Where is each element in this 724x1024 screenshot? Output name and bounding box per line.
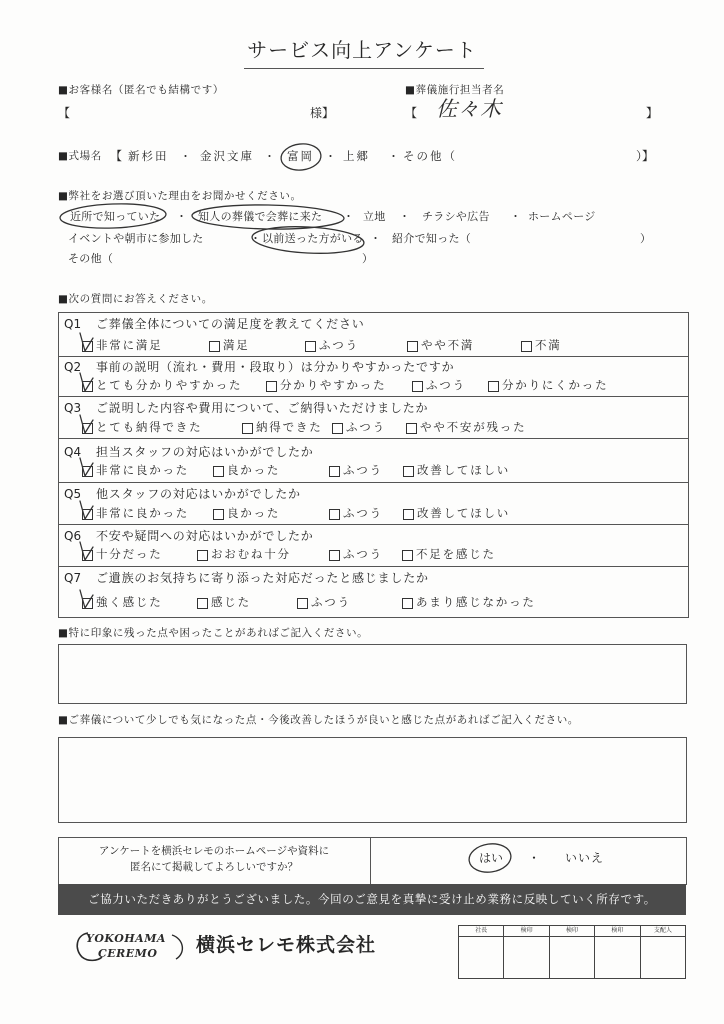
question-divider <box>58 566 688 567</box>
q6-option-checkbox[interactable] <box>329 550 340 561</box>
stamp-cell <box>550 937 594 978</box>
comment-improvement-field[interactable] <box>58 737 687 823</box>
reason-option-attended-funeral[interactable]: 知人の葬儀で会葬に来た <box>198 210 323 223</box>
comment-impression-label: ■特に印象に残った点や困ったことがあればご記入ください。 <box>58 627 369 639</box>
q7-option-label: 強く感じた <box>96 595 163 609</box>
question-divider <box>58 482 688 483</box>
q5-option-checkbox[interactable] <box>82 509 93 520</box>
question-divider <box>58 356 688 357</box>
separator-dot: ・ <box>510 210 521 223</box>
stamp-header: 支配人 <box>641 926 685 937</box>
venue-other-field[interactable] <box>462 151 632 163</box>
q1-text: ご葬儀全体についての満足度を教えてください <box>96 317 365 331</box>
q2-option-checkbox[interactable] <box>488 381 499 392</box>
stamp-cell <box>641 937 685 978</box>
q2-text: 事前の説明（流れ・費用・段取り）は分かりやすかったですか <box>96 360 455 374</box>
venue-label: ■式場名 <box>58 150 102 162</box>
question-divider <box>58 438 688 439</box>
reasons-label: ■弊社をお選び頂いた理由をお聞かせください。 <box>58 190 302 202</box>
stamp-cell <box>504 937 548 978</box>
q7-option-label: 感じた <box>211 595 251 609</box>
company-name: 横浜セレモ株式会社 <box>196 934 377 956</box>
q3-option-label: ふつう <box>346 420 386 434</box>
q4-option-label: 改善してほしい <box>417 463 511 477</box>
venue-option-kamigo[interactable]: 上郷 <box>343 149 370 163</box>
separator-dot: ・ <box>388 150 399 163</box>
title-underline <box>244 68 484 69</box>
q6-option-checkbox[interactable] <box>197 550 208 561</box>
q2-option-label: とても分かりやすかった <box>96 378 243 392</box>
reason-option-flyer-ad[interactable]: チラシや広告 <box>422 210 490 223</box>
reason-option-nearby[interactable]: 近所で知っていた <box>70 210 161 223</box>
reason-option-event[interactable]: イベントや朝市に参加した <box>68 232 204 245</box>
q3-text: ご説明した内容や費用について、ご納得いただけましたか <box>96 401 429 415</box>
venue-bracket-open: 【 <box>110 149 123 163</box>
q3-option-checkbox[interactable] <box>406 423 417 434</box>
q6-option-checkbox[interactable] <box>82 550 93 561</box>
q6-option-label: ふつう <box>343 547 383 561</box>
stamp-column <box>594 926 639 978</box>
q2-option-checkbox[interactable] <box>266 381 277 392</box>
q7-option-label: ふつう <box>311 595 351 609</box>
separator-dot: ・ <box>264 150 275 163</box>
q1-option-checkbox[interactable] <box>82 341 93 352</box>
q6-option-label: 不足を感じた <box>416 547 496 561</box>
q3-option-checkbox[interactable] <box>82 423 93 434</box>
q5-option-checkbox[interactable] <box>329 509 340 520</box>
q3-option-checkbox[interactable] <box>332 423 343 434</box>
questions-label: ■次の質問にお答えください。 <box>58 293 213 305</box>
q1-option-checkbox[interactable] <box>407 341 418 352</box>
q4-text: 担当スタッフの対応はいかがでしたか <box>96 445 314 459</box>
q7-option-checkbox[interactable] <box>82 598 93 609</box>
staff-bracket-open: 【 <box>405 106 418 120</box>
stamp-column <box>459 926 503 978</box>
consent-question-line2: 匿名にて掲載してよろしいですか？ <box>130 861 298 873</box>
q6-option-checkbox[interactable] <box>402 550 413 561</box>
q4-option-checkbox[interactable] <box>329 466 340 477</box>
stamp-column <box>549 926 594 978</box>
customer-bracket-open: 【 <box>58 106 71 120</box>
q1-number: Q1 <box>64 317 82 331</box>
q2-option-checkbox[interactable] <box>82 381 93 392</box>
form-title: サービス向上アンケート <box>247 38 477 62</box>
stamp-column <box>640 926 685 978</box>
logo-text-bottom: CEREMO <box>98 947 158 960</box>
q2-option-label: 分かりやすかった <box>280 378 387 392</box>
q5-option-checkbox[interactable] <box>403 509 414 520</box>
stamp-cell <box>459 937 503 978</box>
q6-text: 不安や疑問への対応はいかがでしたか <box>96 529 314 543</box>
consent-yes-option[interactable]: はい <box>479 851 504 865</box>
q4-option-checkbox[interactable] <box>403 466 414 477</box>
q4-option-label: 良かった <box>227 463 281 477</box>
q4-number: Q4 <box>64 445 82 459</box>
q7-number: Q7 <box>64 571 82 585</box>
q7-option-label: あまり感じなかった <box>416 595 536 609</box>
question-divider <box>58 524 688 525</box>
separator-dot: ・ <box>343 210 354 223</box>
reason-option-referral[interactable]: 紹介で知った（ <box>392 232 472 245</box>
reason-option-previous-service[interactable]: 以前送った方がいる <box>262 232 364 245</box>
staff-name-handwritten[interactable]: 佐々木 <box>436 97 502 121</box>
q6-option-label: 十分だった <box>96 547 163 561</box>
q4-option-checkbox[interactable] <box>82 466 93 477</box>
reason-other-close-paren: ） <box>362 252 374 265</box>
venue-option-shinsugita[interactable]: 新杉田 <box>128 149 169 163</box>
q7-text: ご遺族のお気持ちに寄り添った対応だったと感じましたか <box>96 571 429 585</box>
consent-question-line1: アンケートを横浜セレモのホームページや資料に <box>98 845 330 857</box>
stamp-column <box>503 926 548 978</box>
q1-option-checkbox[interactable] <box>521 341 532 352</box>
reason-referral-close-paren: ） <box>640 232 652 245</box>
reason-option-location[interactable]: 立地 <box>363 210 386 223</box>
q5-option-label: 非常に良かった <box>96 506 190 520</box>
comment-improvement-label: ■ご葬儀について少しでも気になった点・今後改善したほうが良いと感じた点があればご記入ください。 <box>58 714 579 726</box>
customer-name-field[interactable] <box>80 107 305 121</box>
venue-option-other[interactable]: その他（ <box>403 149 457 163</box>
staff-bracket-close: 】 <box>646 106 659 120</box>
stamp-cell <box>595 937 639 978</box>
q4-option-checkbox[interactable] <box>213 466 224 477</box>
venue-option-kanazawabunko[interactable]: 金沢文庫 <box>200 149 254 163</box>
approval-stamp-table <box>458 925 686 979</box>
q1-option-label: ふつう <box>319 338 359 352</box>
q3-option-label: 納得できた <box>256 420 323 434</box>
comment-impression-field[interactable] <box>58 644 687 704</box>
q5-option-label: ふつう <box>343 506 383 520</box>
separator-dot: ・ <box>325 150 336 163</box>
stamp-header: 検印 <box>595 926 639 937</box>
q5-option-checkbox[interactable] <box>213 509 224 520</box>
reason-option-homepage[interactable]: ホームページ <box>528 210 596 223</box>
q4-option-label: 非常に良かった <box>96 463 190 477</box>
logo-text-top: YOKOHAMA <box>86 932 166 945</box>
question-divider <box>58 396 688 397</box>
q3-option-label: やや不安が残った <box>420 420 527 434</box>
q1-option-label: 不満 <box>535 338 562 352</box>
q5-option-label: 良かった <box>227 506 281 520</box>
consent-no-option[interactable]: いいえ <box>565 851 605 865</box>
company-logo <box>72 929 190 965</box>
q5-text: 他スタッフの対応はいかがでしたか <box>96 487 301 501</box>
q5-number: Q5 <box>64 487 82 501</box>
separator-dot: ・ <box>528 851 541 865</box>
q7-option-checkbox[interactable] <box>297 598 308 609</box>
consent-divider <box>370 837 371 884</box>
q7-option-checkbox[interactable] <box>197 598 208 609</box>
customer-suffix: 様】 <box>310 106 335 120</box>
separator-dot: ・ <box>399 210 410 223</box>
venue-bracket-close: ）】 <box>636 149 655 163</box>
q2-number: Q2 <box>64 360 82 374</box>
q6-option-label: おおむね十分 <box>211 547 291 561</box>
venue-option-tomioka[interactable]: 富岡 <box>287 149 314 163</box>
q3-option-checkbox[interactable] <box>242 423 253 434</box>
q1-option-label: 満足 <box>223 338 250 352</box>
customer-name-label: ■お客様名（匿名でも結構です） <box>58 84 224 96</box>
q1-option-label: やや不満 <box>421 338 475 352</box>
thanks-bar: ご協力いただきありがとうございました。今回のご意見を真摯に受け止め業務に反映していく所存です。 <box>58 884 686 915</box>
q1-option-label: 非常に満足 <box>96 338 163 352</box>
q2-option-label: 分かりにくかった <box>502 378 609 392</box>
separator-dot: ・ <box>370 232 381 245</box>
q4-option-label: ふつう <box>343 463 383 477</box>
q5-option-label: 改善してほしい <box>417 506 511 520</box>
separator-dot: ・ <box>180 150 191 163</box>
q1-option-checkbox[interactable] <box>305 341 316 352</box>
q2-option-checkbox[interactable] <box>412 381 423 392</box>
stamp-header: 社長 <box>459 926 503 937</box>
separator-dot: ・ <box>176 210 187 223</box>
reason-option-other[interactable]: その他（ <box>68 252 114 265</box>
separator-dot: ・ <box>250 232 261 245</box>
q3-number: Q3 <box>64 401 82 415</box>
stamp-header: 検印 <box>550 926 594 937</box>
q7-option-checkbox[interactable] <box>402 598 413 609</box>
q2-option-label: ふつう <box>426 378 466 392</box>
staff-name-label: ■葬儀施行担当者名 <box>405 84 505 96</box>
q6-number: Q6 <box>64 529 82 543</box>
stamp-header: 検印 <box>504 926 548 937</box>
q1-option-checkbox[interactable] <box>209 341 220 352</box>
q3-option-label: とても納得できた <box>96 420 203 434</box>
